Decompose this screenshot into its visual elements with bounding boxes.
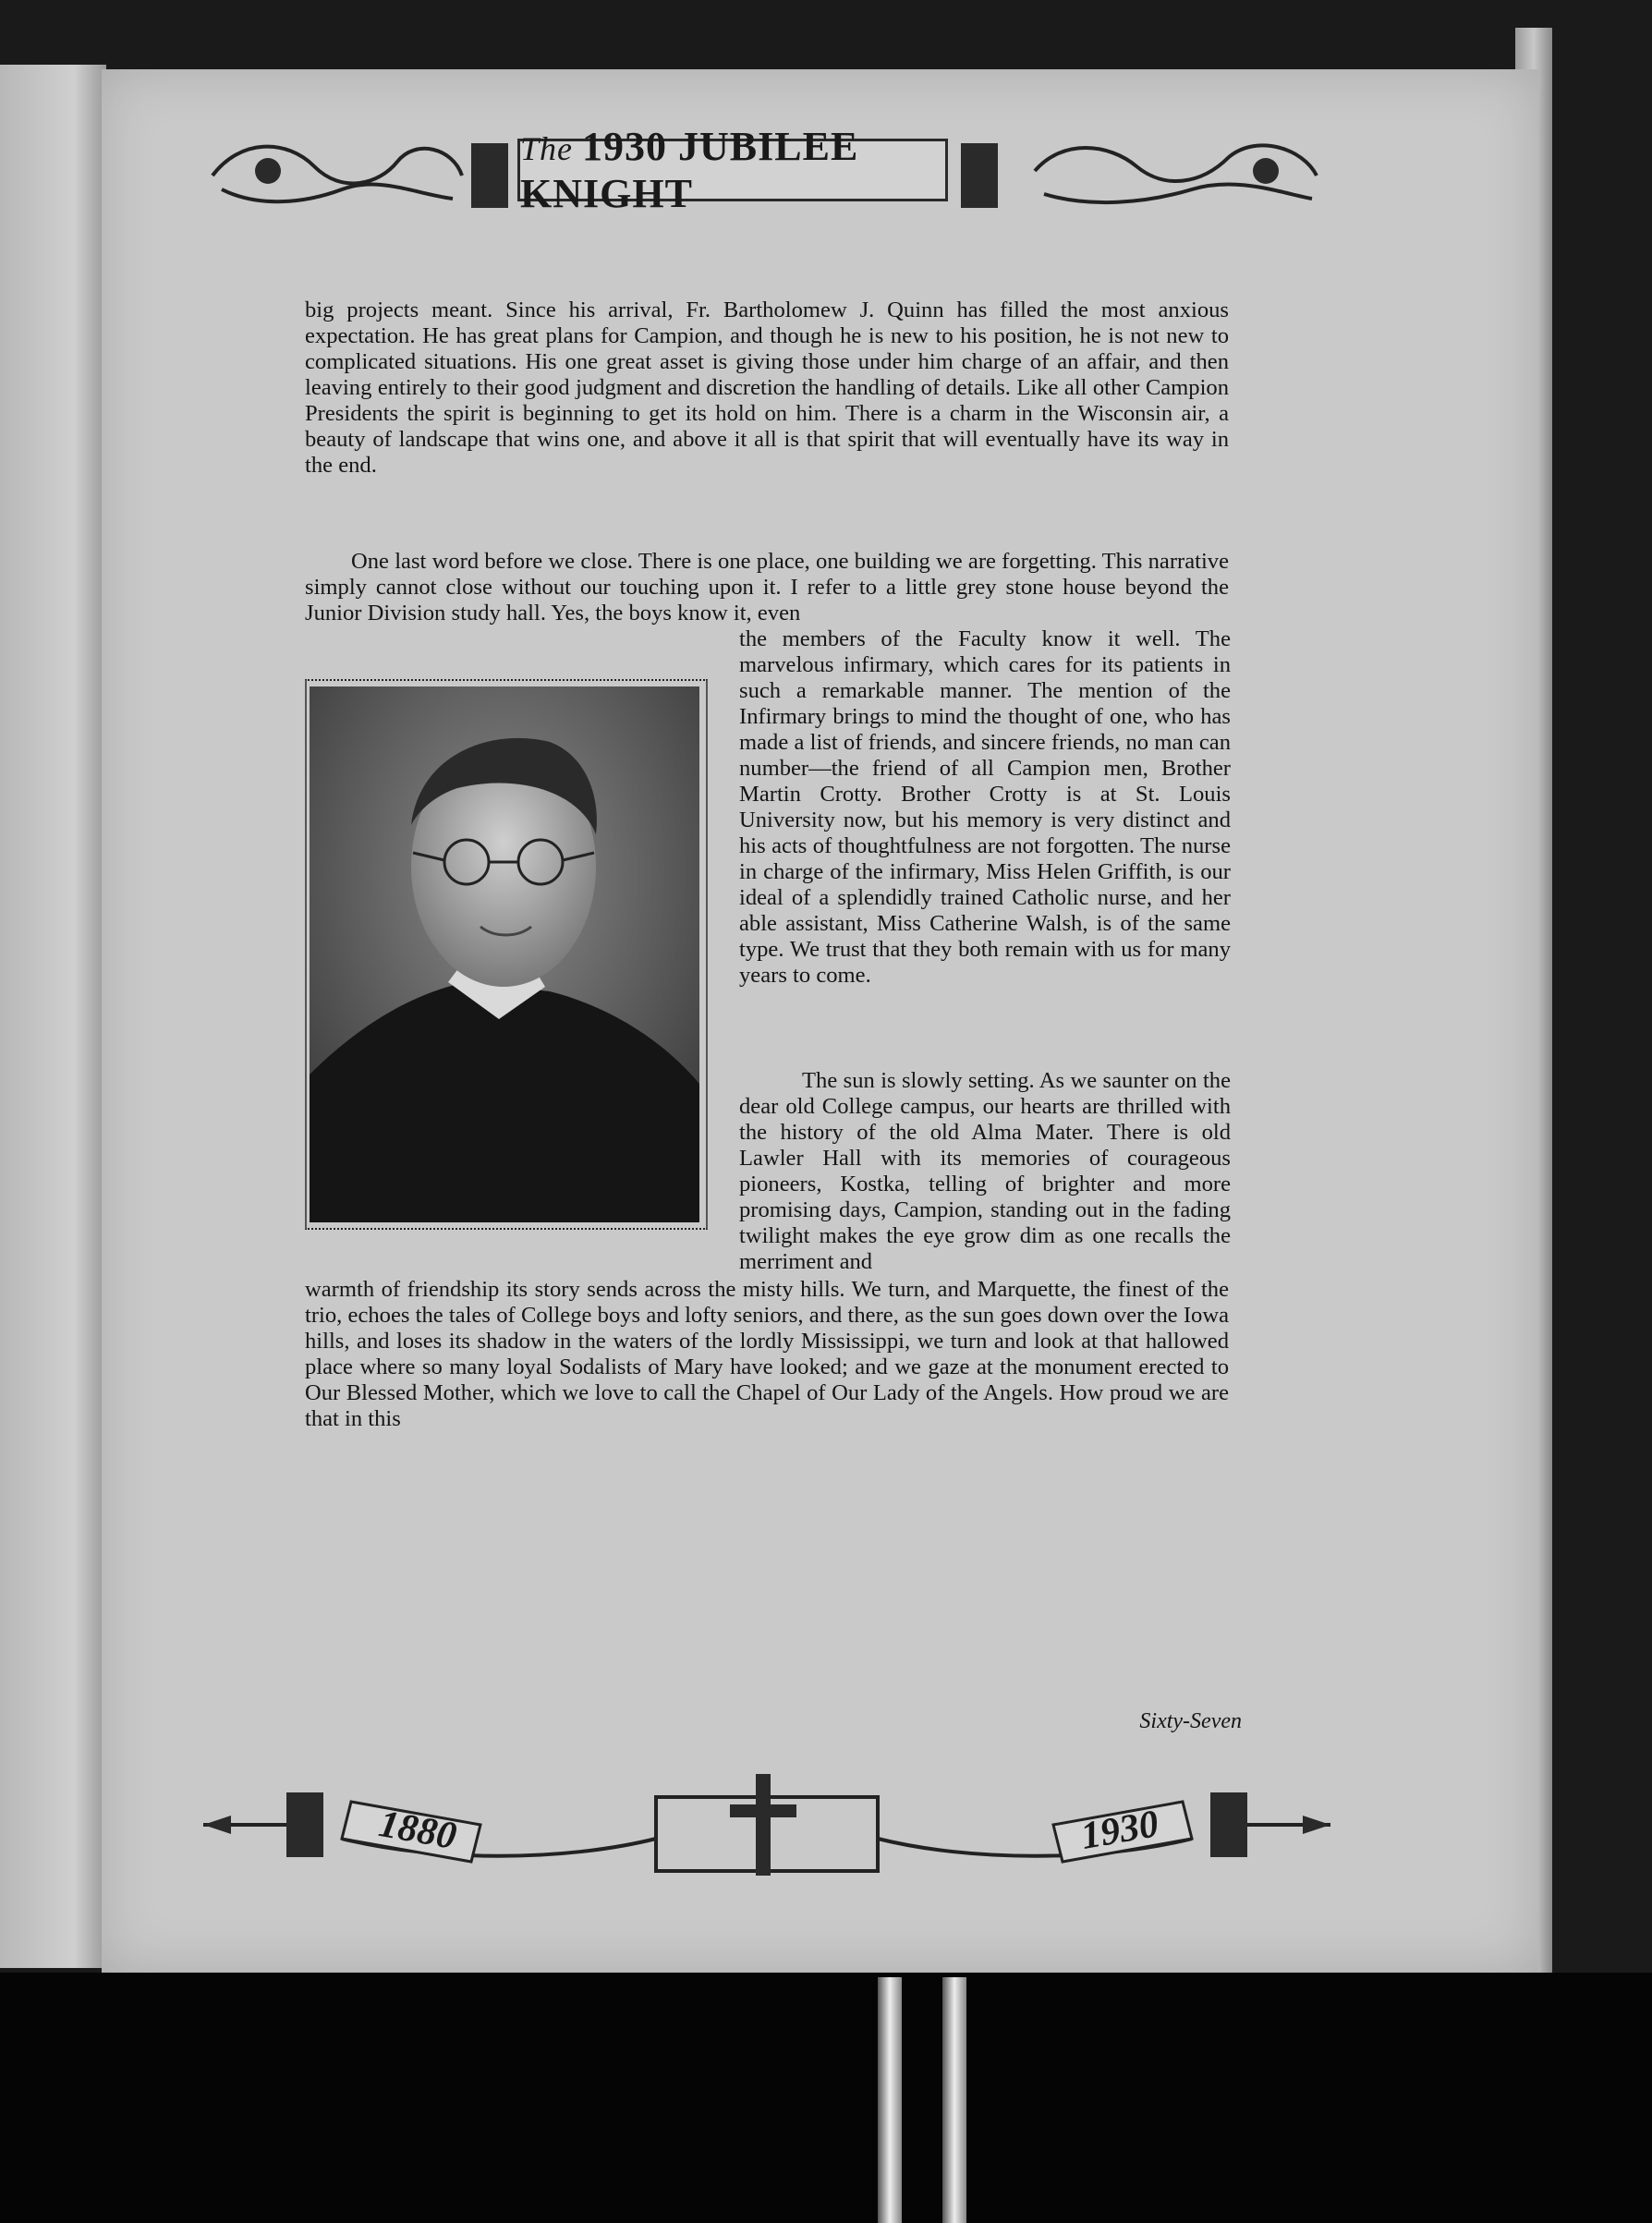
title-article: The <box>520 130 573 167</box>
facing-page-edge <box>0 65 106 1968</box>
scan-bottom-margin <box>0 1973 1652 2223</box>
portrait-photo <box>310 686 699 1222</box>
binder-clip-right <box>942 1977 966 2223</box>
footer-year-left: 1880 <box>375 1803 460 1858</box>
paragraph-president: big projects meant. Since his arrival, Fr. Bartholomew J. Quinn has filled the most anxious expectation. He has great plans for Campion, and though he is new to his position, he is not new to complicated situations. His one great asset is giving those under him charge of an affair, and then leaving entirely to their good judgment and discretion the handling of details. Like all other Campion Presidents the spirit is beginning to get its hold on him. There is a charm in the Wisconsin air, a beauty of landscape that wins one, and above it all is that spirit that will eventually have its way in the end. <box>305 298 1229 478</box>
footer-banner-icon <box>194 1751 1340 1880</box>
paragraph-infirmary-intro: One last word before we close. There is one place, one building we are forgetting. This narrative simply cannot close without our touching upon it. I refer to a little grey stone house beyond the Junior Division study hall. Yes, the boys know it, even <box>305 549 1229 626</box>
journal-title <box>520 123 945 217</box>
page-header-ornament <box>203 120 1330 222</box>
title-text: 1930 JUBILEE KNIGHT <box>520 124 859 216</box>
header-banner <box>517 124 948 216</box>
footer-year-right: 1930 <box>1077 1803 1162 1858</box>
paragraph-sunset: The sun is slowly setting. As we saunter on the dear old College campus, our hearts are thrilled with the history of the old Alma Mater. There is old Lawler Hall with its memories of courageous pioneers, Kostka, telling of brighter and more promising days, Campion, standing out in the fading twilight makes the eye grow dim as one recalls the merriment and <box>739 1068 1231 1274</box>
binder-clip-left <box>878 1977 902 2223</box>
paragraph-closing: warmth of friendship its story sends across the misty hills. We turn, and Marquette, the finest of the trio, echoes the tales of College boys and lofty seniors, and there, as the sun goes down over the Iowa hills, and loses its shadow in the waters of the lordly Mississippi, we turn and look at that hallowed place where so many loyal Sodalists of Mary have looked; and we gaze at the monument erected to Our Blessed Mother, which we love to call the Chapel of Our Lady of the Angels. How proud we are that in this <box>305 1277 1229 1431</box>
page-footer-ornament <box>194 1751 1340 1880</box>
paragraph-infirmary: the members of the Faculty know it well. The marvelous infirmary, which cares for its patients in such a remarkable manner. The mention of the Infirmary brings to mind the thought of one, who has made a list of friends, and sincere friends, no man can number—the friend of all Campion men, Brother Martin Crotty. Brother Crotty is at St. Louis University now, but his memory is very distinct and his acts of thoughtfulness are not forgotten. The nurse in charge of the infirmary, Miss Helen Griffith, is our ideal of a splendidly trained Catholic nurse, and her able assistant, Miss Catherine Walsh, is of the same type. We trust that they both remain with us for many years to come. <box>739 626 1231 988</box>
page-number: Sixty-Seven <box>1139 1709 1242 1733</box>
